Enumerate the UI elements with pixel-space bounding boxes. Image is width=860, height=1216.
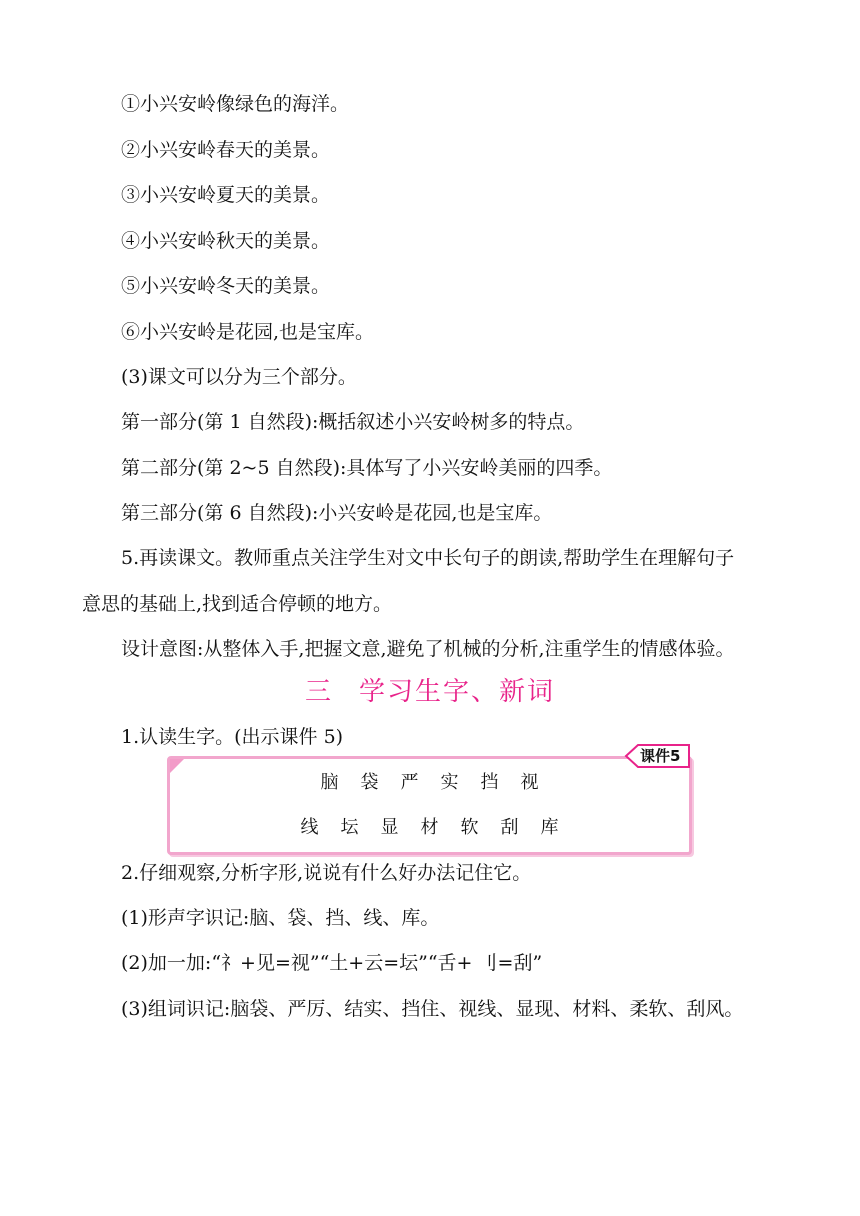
courseware-box <box>167 756 692 855</box>
character: 线 <box>300 817 319 838</box>
character: 挡 <box>480 772 499 793</box>
character: 袋 <box>360 772 379 793</box>
character: 脑 <box>320 772 339 793</box>
paragraph: 第三部分(第 6 自然段):小兴安岭是花园,也是宝库。 <box>121 502 553 524</box>
courseware-tag-label: 课件5 <box>640 747 681 765</box>
section-title: 学习生字、新词 <box>359 677 556 707</box>
paragraph: 2.仔细观察,分析字形,说说有什么好办法记住它。 <box>121 862 532 884</box>
list-item: ③小兴安岭夏天的美景。 <box>121 184 331 206</box>
character: 材 <box>420 817 439 838</box>
paragraph: 第二部分(第 2~5 自然段):具体写了小兴安岭美丽的四季。 <box>121 457 613 479</box>
paragraph: (3)课文可以分为三个部分。 <box>121 366 357 388</box>
character: 严 <box>400 772 419 793</box>
list-item: ⑥小兴安岭是花园,也是宝库。 <box>121 321 375 343</box>
list-item: ④小兴安岭秋天的美景。 <box>121 230 331 252</box>
list-item: ⑤小兴安岭冬天的美景。 <box>121 275 331 297</box>
section-number: 三 <box>304 677 333 707</box>
paragraph: 第一部分(第 1 自然段):概括叙述小兴安岭树多的特点。 <box>121 411 585 433</box>
paragraph: (2)加一加:“礻+见=视”“土+云=坛”“舌+ 刂=刮” <box>121 952 543 974</box>
character: 库 <box>540 817 559 838</box>
paragraph: 1.认读生字。(出示课件 5) <box>121 726 344 748</box>
character-row-2 <box>170 816 689 840</box>
list-item: ①小兴安岭像绿色的海洋。 <box>121 93 350 115</box>
character: 刮 <box>500 817 519 838</box>
paragraph: 意思的基础上,找到适合停顿的地方。 <box>82 593 393 615</box>
section-heading <box>0 676 860 708</box>
paragraph: (3)组词识记:脑袋、严厉、结实、挡住、视线、显现、材料、柔软、刮风。 <box>121 998 744 1020</box>
character: 实 <box>440 772 459 793</box>
list-item: ②小兴安岭春天的美景。 <box>121 139 331 161</box>
design-intent: 设计意图:从整体入手,把握文意,避免了机械的分析,注重学生的情感体验。 <box>121 638 735 660</box>
character: 视 <box>520 772 539 793</box>
character: 坛 <box>340 817 359 838</box>
character: 显 <box>380 817 399 838</box>
courseware-tag <box>624 744 690 768</box>
paragraph: 5.再读课文。教师重点关注学生对文中长句子的朗读,帮助学生在理解句子 <box>121 547 735 569</box>
character-row-1 <box>170 771 689 795</box>
paragraph: (1)形声字识记:脑、袋、挡、线、库。 <box>121 907 440 929</box>
character: 软 <box>460 817 479 838</box>
